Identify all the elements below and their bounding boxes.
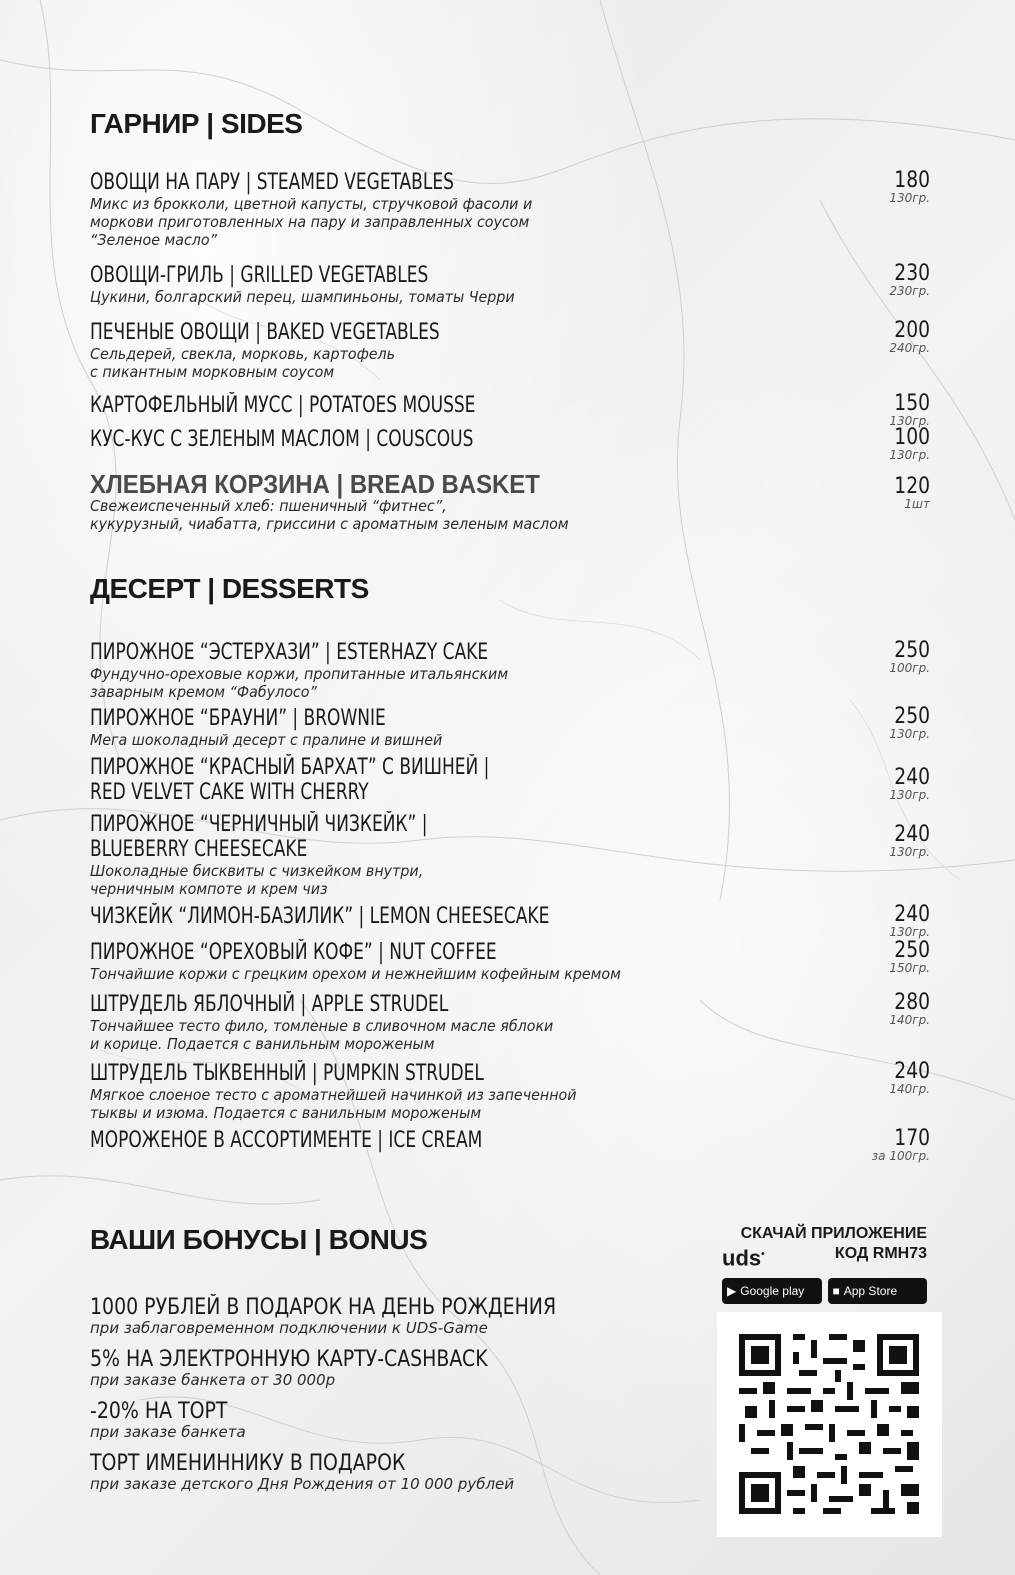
item-price: 180 — [894, 168, 930, 193]
apple-icon: ■ — [832, 1284, 840, 1299]
menu-item — [90, 992, 930, 1053]
menu-item — [90, 812, 930, 898]
item-desc: Мягкое слоеное тесто с ароматнейшей начинкой из запеченной тыквы и изюма. Подается с ванильным мороженым — [90, 1086, 577, 1122]
menu-item — [90, 1061, 930, 1122]
bonus-item — [90, 1452, 690, 1493]
menu-item — [90, 425, 930, 462]
item-weight: 130гр. — [889, 448, 930, 462]
item-price: 170 — [894, 1126, 930, 1151]
promo-code: КОД RMH73 — [834, 1245, 927, 1262]
item-name: ОВОЩИ-ГРИЛЬ | GRILLED VEGETABLES — [90, 263, 429, 288]
item-name: КАРТОФЕЛЬНЫЙ МУСС | POTATOES MOUSSE — [90, 393, 476, 418]
menu-item — [90, 391, 930, 428]
menu-item — [90, 706, 930, 749]
item-name: ПИРОЖНОЕ “ЭСТЕРХАЗИ” | ESTERHAZY CAKE — [90, 640, 489, 665]
item-weight: 100гр. — [889, 661, 930, 675]
item-name-line2: RED VELVET CAKE WITH CHERRY — [90, 780, 369, 805]
item-price: 240 — [894, 765, 930, 790]
menu-item — [90, 755, 930, 805]
item-desc: Сельдерей, свекла, морковь, картофель с пикантным морковным соусом — [90, 345, 396, 381]
menu-item — [90, 170, 930, 249]
play-icon: ▶ — [727, 1284, 737, 1299]
bonus-desc: при заблаговременном подключении к UDS-Game — [90, 1319, 488, 1337]
item-weight: 130гр. — [889, 845, 930, 859]
menu-item — [90, 1126, 930, 1163]
bonus-name: ТОРТ ИМЕНИННИКУ В ПОДАРОК — [90, 1451, 406, 1476]
item-price: 280 — [894, 990, 930, 1015]
bonus-name: -20% НА ТОРТ — [90, 1399, 228, 1424]
menu-item — [90, 263, 930, 306]
item-name: ШТРУДЕЛЬ ЯБЛОЧНЫЙ | APPLE STRUDEL — [90, 992, 449, 1017]
item-desc: Микс из брокколи, цветной капусты, стручковой фасоли и моркови приготовленных на пару и заправленных соусом “Зеленое масло” — [90, 195, 533, 249]
menu-item — [90, 469, 930, 533]
bonus-desc: при заказе детского Дня Рождения от 10 000 рублей — [90, 1475, 515, 1493]
item-weight: 130гр. — [889, 191, 930, 205]
item-name: ПЕЧЕНЫЕ ОВОЩИ | BAKED VEGETABLES — [90, 320, 440, 345]
item-weight: 130гр. — [889, 925, 930, 939]
item-price: 120 — [894, 474, 930, 499]
item-weight: 140гр. — [889, 1082, 930, 1096]
item-price: 250 — [894, 704, 930, 729]
item-name: ПИРОЖНОЕ “ОРЕХОВЫЙ КОФЕ” | NUT COFFEE — [90, 940, 497, 965]
item-price: 230 — [894, 261, 930, 286]
item-name: ПИРОЖНОЕ “ЧЕРНИЧНЫЙ ЧИЗКЕЙК” | — [90, 812, 428, 837]
item-weight: 230гр. — [889, 284, 930, 298]
item-name: КУС-КУС С ЗЕЛЕНЫМ МАСЛОМ | COUSCOUS — [90, 427, 474, 452]
app-promo — [722, 1225, 932, 1537]
google-play-badge[interactable]: ▶ Google play — [722, 1278, 822, 1304]
menu-item — [90, 902, 930, 939]
menu-item — [90, 320, 930, 381]
section-title-desserts: ДЕСЕРТ | DESSERTS — [90, 573, 369, 604]
item-desc: Тончайшие коржи с грецким орехом и нежнейшим кофейным кремом — [90, 965, 621, 983]
item-desc: Свежеиспеченный хлеб: пшеничный “фитнес”, кукурузный, чиабатта, гриссини с ароматным зеленым маслом — [90, 497, 569, 533]
bonus-item — [90, 1400, 690, 1441]
menu-item — [90, 940, 930, 983]
item-price: 150 — [894, 391, 930, 416]
item-price: 240 — [894, 902, 930, 927]
item-name: ХЛЕБНАЯ КОРЗИНА | BREAD BASKET — [90, 469, 540, 499]
item-desc: Тончайшее тесто фило, томленые в сливочном масле яблоки и корице. Подается с ванильным мороженым — [90, 1017, 554, 1053]
section-title-sides: ГАРНИР | SIDES — [90, 108, 303, 139]
item-name: ПИРОЖНОЕ “КРАСНЫЙ БАРХАТ” С ВИШНЕЙ | — [90, 755, 490, 780]
app-store-badge[interactable]: ■ App Store — [828, 1278, 928, 1304]
bonus-desc: при заказе банкета от 30 000р — [90, 1371, 336, 1389]
item-name: МОРОЖЕНОЕ В АССОРТИМЕНТЕ | ICE CREAM — [90, 1128, 483, 1153]
item-price: 250 — [894, 638, 930, 663]
item-weight: 130гр. — [889, 727, 930, 741]
bonus-name: 1000 РУБЛЕЙ В ПОДАРОК НА ДЕНЬ РОЖДЕНИЯ — [90, 1295, 557, 1320]
bonus-desc: при заказе банкета — [90, 1423, 246, 1441]
item-weight: 140гр. — [889, 1013, 930, 1027]
menu-item — [90, 640, 930, 701]
item-name: ПИРОЖНОЕ “БРАУНИ” | BROWNIE — [90, 706, 386, 731]
qr-code-icon — [739, 1334, 919, 1514]
item-weight: 130гр. — [889, 788, 930, 802]
bonus-item — [90, 1296, 690, 1337]
item-name: ШТРУДЕЛЬ ТЫКВЕННЫЙ | PUMPKIN STRUDEL — [90, 1061, 484, 1086]
qr-code[interactable] — [717, 1312, 942, 1537]
section-title-bonus: ВАШИ БОНУСЫ | BONUS — [90, 1224, 428, 1255]
uds-logo: uds• — [722, 1245, 765, 1271]
item-price: 250 — [894, 938, 930, 963]
bonus-name: 5% НА ЭЛЕКТРОННУЮ КАРТУ-CASHBACK — [90, 1347, 488, 1372]
item-name: ОВОЩИ НА ПАРУ | STEAMED VEGETABLES — [90, 170, 454, 195]
item-price: 240 — [894, 1059, 930, 1084]
item-name: ЧИЗКЕЙК “ЛИМОН-БАЗИЛИК” | LEMON CHEESECAKE — [90, 904, 550, 929]
bonus-item — [90, 1348, 690, 1389]
item-desc: Мега шоколадный десерт с пралине и вишней — [90, 731, 443, 749]
item-weight: 130гр. — [889, 414, 930, 428]
item-weight: 1шт — [904, 497, 930, 511]
item-weight: 240гр. — [889, 341, 930, 355]
item-price: 240 — [894, 822, 930, 847]
item-desc: Фундучно-ореховые коржи, пропитанные итальянским заварным кремом “Фабулосо” — [90, 665, 509, 701]
item-price: 100 — [894, 425, 930, 450]
item-price: 200 — [894, 318, 930, 343]
item-weight: 150гр. — [889, 961, 930, 975]
item-desc: Шоколадные бисквиты с чизкейком внутри, черничным компоте и крем чиз — [90, 862, 424, 898]
item-name-line2: BLUEBERRY CHEESECAKE — [90, 837, 308, 862]
item-desc: Цукини, болгарский перец, шампиньоны, томаты Черри — [90, 288, 515, 306]
download-app-label: СКАЧАЙ ПРИЛОЖЕНИЕ — [740, 1225, 927, 1242]
item-weight: за 100гр. — [871, 1149, 930, 1163]
